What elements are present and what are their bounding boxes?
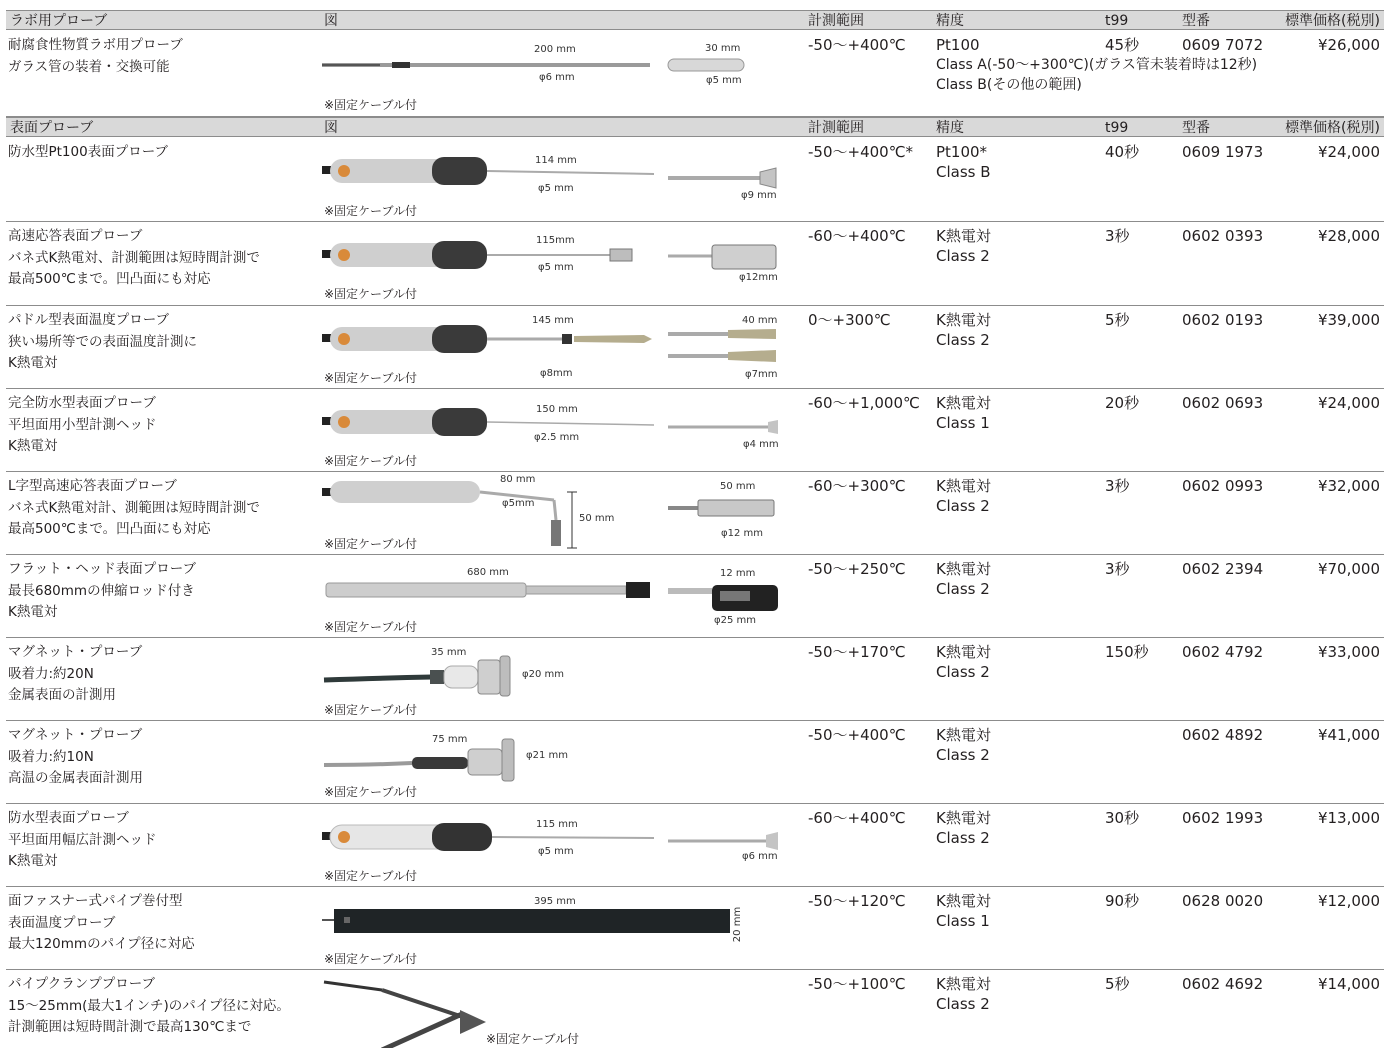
accuracy: K熱電対 Class 2 bbox=[936, 809, 991, 847]
accuracy: K熱電対 Class 2 bbox=[936, 227, 991, 265]
dimension-label: φ20 mm bbox=[522, 669, 564, 680]
dimension-label: φ8mm bbox=[540, 368, 573, 379]
measuring-range: -50～+400℃* bbox=[808, 143, 914, 161]
dimension-label: 75 mm bbox=[432, 734, 468, 745]
cable-note: ※固定ケーブル付 bbox=[324, 371, 417, 385]
probe-image bbox=[322, 405, 662, 441]
model-number: 0609 7072 bbox=[1182, 36, 1264, 54]
product-name: パドル型表面温度プローブ 狭い場所等での表面温度計測に K熱電対 bbox=[8, 312, 197, 371]
dimension-label: φ12 mm bbox=[721, 528, 763, 539]
probe-image bbox=[322, 322, 662, 358]
probe-image bbox=[322, 238, 662, 274]
dimension-label: φ4 mm bbox=[743, 439, 779, 450]
model-number: 0602 0993 bbox=[1182, 477, 1264, 495]
price: ¥32,000 bbox=[1317, 477, 1380, 495]
measuring-range: -50～+400℃ bbox=[808, 36, 906, 54]
measuring-range: -50～+170℃ bbox=[808, 643, 906, 661]
dimension-label: φ21 mm bbox=[526, 750, 568, 761]
table-row bbox=[6, 638, 1384, 721]
accuracy: K熱電対 Class 2 bbox=[936, 477, 991, 515]
column-header-price: 標準価格(税別) bbox=[1285, 120, 1380, 136]
section-header-surface bbox=[6, 117, 1384, 137]
column-header-t99: t99 bbox=[1105, 13, 1129, 29]
t99-value: 40秒 bbox=[1105, 143, 1140, 161]
probe-tip-image bbox=[668, 166, 780, 188]
dimension-label: 145 mm bbox=[532, 315, 574, 326]
probe-image bbox=[322, 974, 492, 1048]
dimension-label: 200 mm bbox=[534, 44, 576, 55]
cable-note: ※固定ケーブル付 bbox=[324, 703, 417, 717]
t99-value: 5秒 bbox=[1105, 311, 1130, 329]
column-header-accuracy: 精度 bbox=[936, 120, 964, 136]
probe-image bbox=[322, 820, 662, 856]
product-name: 防水型Pt100表面プローブ bbox=[8, 144, 169, 160]
table-row bbox=[6, 306, 1384, 389]
t99-value: 90秒 bbox=[1105, 892, 1140, 910]
accuracy: Pt100* Class B bbox=[936, 143, 991, 181]
section-header-lab bbox=[6, 10, 1384, 30]
accuracy: K熱電対 Class 2 bbox=[936, 643, 991, 681]
model-number: 0602 4692 bbox=[1182, 975, 1264, 993]
price: ¥26,000 bbox=[1317, 36, 1380, 54]
price: ¥41,000 bbox=[1317, 726, 1380, 744]
cable-note: ※固定ケーブル付 bbox=[324, 98, 417, 112]
column-header-price: 標準価格(税別) bbox=[1285, 13, 1380, 29]
t99-value: 3秒 bbox=[1105, 227, 1130, 245]
dimension-label: 114 mm bbox=[535, 155, 577, 166]
model-number: 0609 1973 bbox=[1182, 143, 1264, 161]
cable-note: ※固定ケーブル付 bbox=[324, 454, 417, 468]
accuracy: K熱電対 Class 2 bbox=[936, 726, 991, 764]
table-row bbox=[6, 804, 1384, 887]
column-header-model: 型番 bbox=[1182, 120, 1210, 136]
dimension-label: 35 mm bbox=[431, 647, 467, 658]
t99-value: 30秒 bbox=[1105, 809, 1140, 827]
probe-tip-image bbox=[668, 830, 780, 852]
measuring-range: -50～+100℃ bbox=[808, 975, 906, 993]
cable-note: ※固定ケーブル付 bbox=[324, 620, 417, 634]
table-row bbox=[6, 472, 1384, 555]
column-header-accuracy: 精度 bbox=[936, 13, 964, 29]
measuring-range: -60～+300℃ bbox=[808, 477, 906, 495]
model-number: 0602 1993 bbox=[1182, 809, 1264, 827]
model-number: 0602 4892 bbox=[1182, 726, 1264, 744]
t99-value: 150秒 bbox=[1105, 643, 1149, 661]
accuracy: K熱電対 Class 2 bbox=[936, 975, 991, 1013]
price: ¥24,000 bbox=[1317, 394, 1380, 412]
table-row bbox=[6, 138, 1384, 222]
column-header-model: 型番 bbox=[1182, 13, 1210, 29]
probe-image bbox=[322, 652, 532, 696]
probe-tip-image bbox=[668, 326, 780, 366]
accuracy: K熱電対 Class 1 bbox=[936, 394, 991, 432]
probe-tip-image bbox=[668, 240, 780, 274]
table-row bbox=[6, 389, 1384, 472]
table-row bbox=[6, 970, 1384, 1048]
dimension-label: 50 mm bbox=[579, 513, 615, 524]
measuring-range: 0～+300℃ bbox=[808, 311, 891, 329]
model-number: 0602 4792 bbox=[1182, 643, 1264, 661]
probe-tip-image bbox=[668, 583, 780, 613]
model-number: 0628 0020 bbox=[1182, 892, 1264, 910]
cable-note: ※固定ケーブル付 bbox=[324, 537, 417, 551]
dimension-label: 395 mm bbox=[534, 896, 576, 907]
dimension-label: φ7mm bbox=[745, 369, 778, 380]
probe-image bbox=[320, 49, 660, 79]
accuracy: Pt100 Class A(-50～+300℃)(ガラス管未装着時は12秒) Class B(その他の範囲) bbox=[936, 36, 1258, 93]
dimension-label: 40 mm bbox=[742, 315, 778, 326]
probe-image bbox=[322, 579, 662, 603]
dimension-label: 80 mm bbox=[500, 474, 536, 485]
model-number: 0602 0193 bbox=[1182, 311, 1264, 329]
dimension-label: φ2.5 mm bbox=[534, 432, 580, 443]
accuracy: K熱電対 Class 2 bbox=[936, 560, 991, 598]
dimension-label: φ12mm bbox=[739, 272, 778, 283]
probe-tip-image bbox=[668, 494, 780, 522]
measuring-range: -50～+400℃ bbox=[808, 726, 906, 744]
table-row bbox=[6, 555, 1384, 638]
column-header-figure: 図 bbox=[324, 120, 338, 136]
dimension-label: φ6 mm bbox=[539, 72, 575, 83]
column-header-range: 計測範囲 bbox=[808, 13, 864, 29]
dimension-label: 20 mm bbox=[732, 906, 744, 943]
table-row bbox=[6, 887, 1384, 970]
product-name: 面ファスナー式パイプ巻付型 表面温度プローブ 最大120mmのパイプ径に対応 bbox=[8, 893, 195, 952]
probe-image bbox=[322, 154, 662, 190]
column-header-t99: t99 bbox=[1105, 120, 1129, 136]
dimension-label: φ6 mm bbox=[742, 851, 778, 862]
product-name: L字型高速応答表面プローブ バネ式K熱電対計、測範囲は短時間計測で 最高500℃まで。凹凸面にも対応 bbox=[8, 478, 260, 537]
product-name: パイプクランププローブ 15～25mm(最大1インチ)のパイプ径に対応。 計測範囲は短時間計測で最高130℃まで bbox=[8, 976, 290, 1035]
t99-value: 3秒 bbox=[1105, 560, 1130, 578]
model-number: 0602 0693 bbox=[1182, 394, 1264, 412]
table-row bbox=[6, 222, 1384, 306]
cable-note: ※固定ケーブル付 bbox=[324, 287, 417, 301]
dimension-label: 30 mm bbox=[705, 43, 741, 54]
dimension-label: φ5 mm bbox=[706, 75, 742, 86]
product-name: 防水型表面プローブ 平坦面用幅広計測ヘッド K熱電対 bbox=[8, 810, 157, 869]
product-name: 高速応答表面プローブ バネ式K熱電対、計測範囲は短時間計測で 最高500℃まで。凹凸面にも対応 bbox=[8, 228, 260, 287]
column-header-figure: 図 bbox=[324, 13, 338, 29]
cable-note: ※固定ケーブル付 bbox=[486, 1032, 579, 1046]
cable-note: ※固定ケーブル付 bbox=[324, 869, 417, 883]
probe-tip-image bbox=[668, 417, 780, 437]
dimension-label: 12 mm bbox=[720, 568, 756, 579]
price: ¥24,000 bbox=[1317, 143, 1380, 161]
measuring-range: -60～+400℃ bbox=[808, 227, 906, 245]
table-row bbox=[6, 721, 1384, 804]
t99-value: 3秒 bbox=[1105, 477, 1130, 495]
product-name: フラット・ヘッド表面プローブ 最長680mmの伸縮ロッド付き K熱電対 bbox=[8, 561, 197, 620]
cable-note: ※固定ケーブル付 bbox=[324, 952, 417, 966]
t99-value: 5秒 bbox=[1105, 975, 1130, 993]
cable-note: ※固定ケーブル付 bbox=[324, 204, 417, 218]
section-title: ラボ用プローブ bbox=[10, 13, 108, 29]
price: ¥14,000 bbox=[1317, 975, 1380, 993]
t99-value: 20秒 bbox=[1105, 394, 1140, 412]
measuring-range: -50～+250℃ bbox=[808, 560, 906, 578]
measuring-range: -50～+120℃ bbox=[808, 892, 906, 910]
dimension-label: φ5 mm bbox=[538, 846, 574, 857]
model-number: 0602 0393 bbox=[1182, 227, 1264, 245]
accuracy: K熱電対 Class 2 bbox=[936, 311, 991, 349]
price: ¥13,000 bbox=[1317, 809, 1380, 827]
accuracy: K熱電対 Class 1 bbox=[936, 892, 991, 930]
model-number: 0602 2394 bbox=[1182, 560, 1264, 578]
price: ¥28,000 bbox=[1317, 227, 1380, 245]
dimension-label: 680 mm bbox=[467, 567, 509, 578]
price: ¥39,000 bbox=[1317, 311, 1380, 329]
product-name: マグネット・プローブ 吸着力:約10N 高温の金属表面計測用 bbox=[8, 727, 143, 786]
cable-note: ※固定ケーブル付 bbox=[324, 785, 417, 799]
dimension-label: φ5mm bbox=[502, 498, 535, 509]
measuring-range: -60～+400℃ bbox=[808, 809, 906, 827]
probe-image bbox=[322, 907, 742, 937]
dimension-label: 50 mm bbox=[720, 481, 756, 492]
dimension-label: 115 mm bbox=[536, 819, 578, 830]
dimension-label: φ5 mm bbox=[538, 183, 574, 194]
probe-image bbox=[322, 735, 532, 781]
column-header-range: 計測範囲 bbox=[808, 120, 864, 136]
dimension-label: φ5 mm bbox=[538, 262, 574, 273]
price: ¥70,000 bbox=[1317, 560, 1380, 578]
product-name: 完全防水型表面プローブ 平坦面用小型計測ヘッド K熱電対 bbox=[8, 395, 157, 454]
price: ¥12,000 bbox=[1317, 892, 1380, 910]
product-name: マグネット・プローブ 吸着力:約20N 金属表面の計測用 bbox=[8, 644, 143, 703]
dimension-label: φ9 mm bbox=[741, 190, 777, 201]
price: ¥33,000 bbox=[1317, 643, 1380, 661]
product-name: 耐腐食性物質ラボ用プローブ ガラス管の装着・交換可能 bbox=[8, 37, 183, 75]
table-row bbox=[6, 31, 1384, 117]
t99-value: 45秒 bbox=[1105, 36, 1140, 54]
dimension-label: 150 mm bbox=[536, 404, 578, 415]
dimension-label: 115mm bbox=[536, 235, 575, 246]
dimension-label: φ25 mm bbox=[714, 615, 756, 626]
probe-tip-image bbox=[668, 57, 746, 77]
section-title: 表面プローブ bbox=[10, 120, 94, 136]
measuring-range: -60～+1,000℃ bbox=[808, 394, 920, 412]
